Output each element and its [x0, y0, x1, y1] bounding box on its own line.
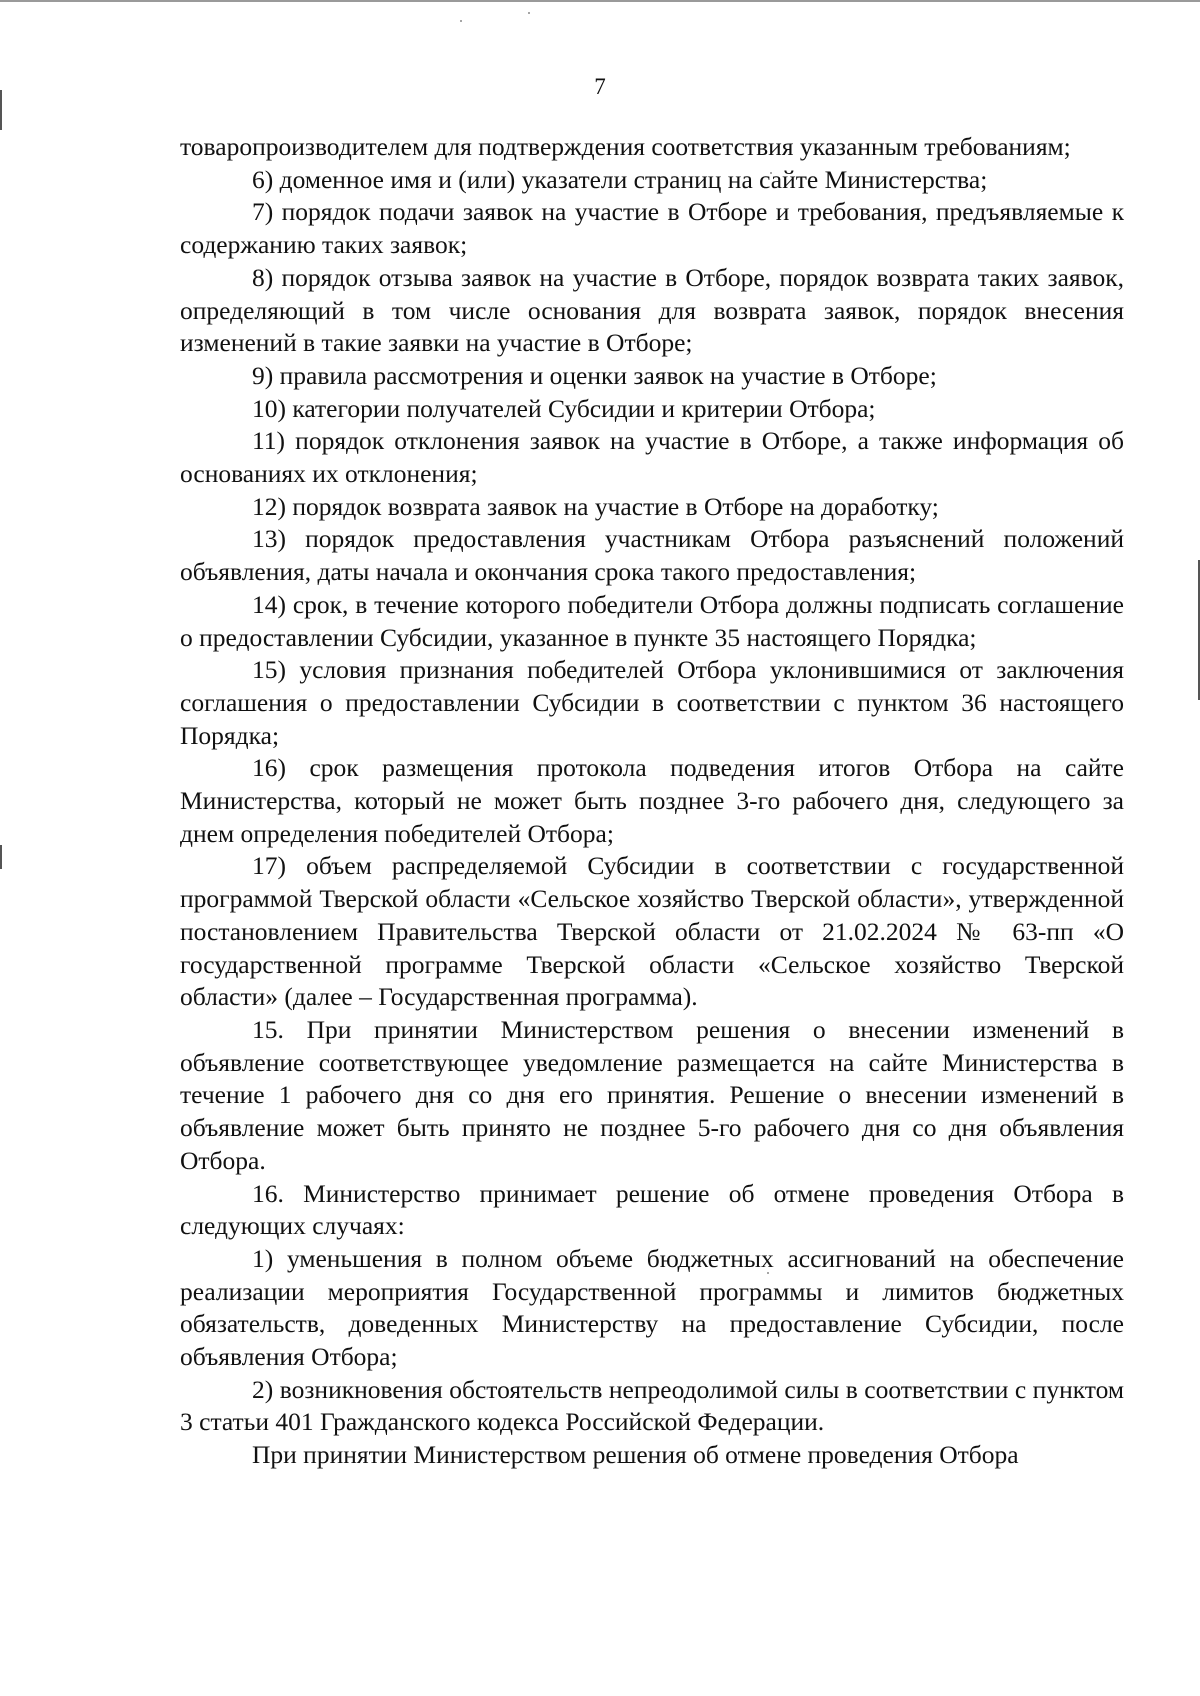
body-paragraph: 2) возникновения обстоятельств непреодолимой силы в соответствии с пунктом 3 статьи 401 Гражданского кодекса Российской Федерации.: [180, 1374, 1124, 1437]
body-paragraph: 1) уменьшения в полном объеме бюджетных ассигнований на обеспечение реализации мероприятия Государственной программы и лимитов бюджетных обязательств, доведенных Министерству на предоставление Субсидии, после объявления Отбора;: [180, 1243, 1124, 1372]
body-paragraph: 13) порядок предоставления участникам Отбора разъяснений положений объявления, даты начала и окончания срока такого предоставления;: [180, 524, 1124, 587]
scan-speck: [528, 12, 530, 14]
body-paragraph: 16. Министерство принимает решение об отмене проведения Отбора в следующих случаях:: [180, 1178, 1124, 1241]
body-paragraph: При принятии Министерством решения об отмене проведения Отбора: [252, 1440, 1019, 1470]
scan-edge-mark: [0, 845, 2, 869]
body-paragraph: товаропроизводителем для подтверждения соответствия указанным требованиям;: [180, 132, 1071, 161]
scan-top-edge: [0, 0, 1200, 2]
body-paragraph: 7) порядок подачи заявок на участие в Отборе и требования, предъявляемые к содержанию таких заявок;: [180, 197, 1124, 260]
body-paragraph: 14) срок, в течение которого победители Отбора должны подписать соглашение о предоставлении Субсидии, указанное в пункте 35 настоящего Порядка;: [180, 589, 1124, 652]
document-body: [180, 131, 1124, 1472]
page-number: 7: [594, 74, 606, 99]
body-paragraph: 11) порядок отклонения заявок на участие в Отборе, а также информация об основаниях их отклонения;: [180, 426, 1124, 489]
body-paragraph: 17) объем распределяемой Субсидии в соответствии с государственной программой Тверской области «Сельское хозяйство Тверской области», утвержденной постановлением Правительства Тверской области от 21.02.2024 № 63-пп «О государственной программе Тверской области «Сельское хозяйство Тверской области» (далее – Государственная программа).: [180, 851, 1124, 1012]
body-paragraph: 15) условия признания победителей Отбора уклонившимися от заключения соглашения о предоставлении Субсидии в соответствии с пунктом 36 настоящего Порядка;: [180, 655, 1124, 750]
body-paragraph: 10) категории получателей Субсидии и критерии Отбора;: [252, 393, 876, 423]
body-paragraph: 15. При принятии Министерством решения о внесении изменений в объявление соответствующее уведомление размещается на сайте Министерства в течение 1 рабочего дня со дня его принятия. Решение о внесении изменений в объявление может быть принято не позднее 5-го рабочего дня со дня объявления Отбора.: [180, 1014, 1124, 1175]
body-paragraph: 6) доменное имя и (или) указатели страниц на сайте Министерства;: [252, 164, 988, 194]
scan-speck: [460, 20, 462, 22]
body-paragraph: 16) срок размещения протокола подведения итогов Отбора на сайте Министерства, который не может быть позднее 3-го рабочего дня, следующего за днем определения победителей Отбора;: [180, 753, 1124, 848]
body-paragraph: 12) порядок возврата заявок на участие в Отборе на доработку;: [252, 491, 939, 521]
body-paragraph: 8) порядок отзыва заявок на участие в Отборе, порядок возврата таких заявок, определяющий в том числе основания для возврата заявок, порядок внесения изменений в такие заявки на участие в Отборе;: [180, 262, 1124, 358]
body-paragraph: 9) правила рассмотрения и оценки заявок на участие в Отборе;: [252, 360, 937, 390]
